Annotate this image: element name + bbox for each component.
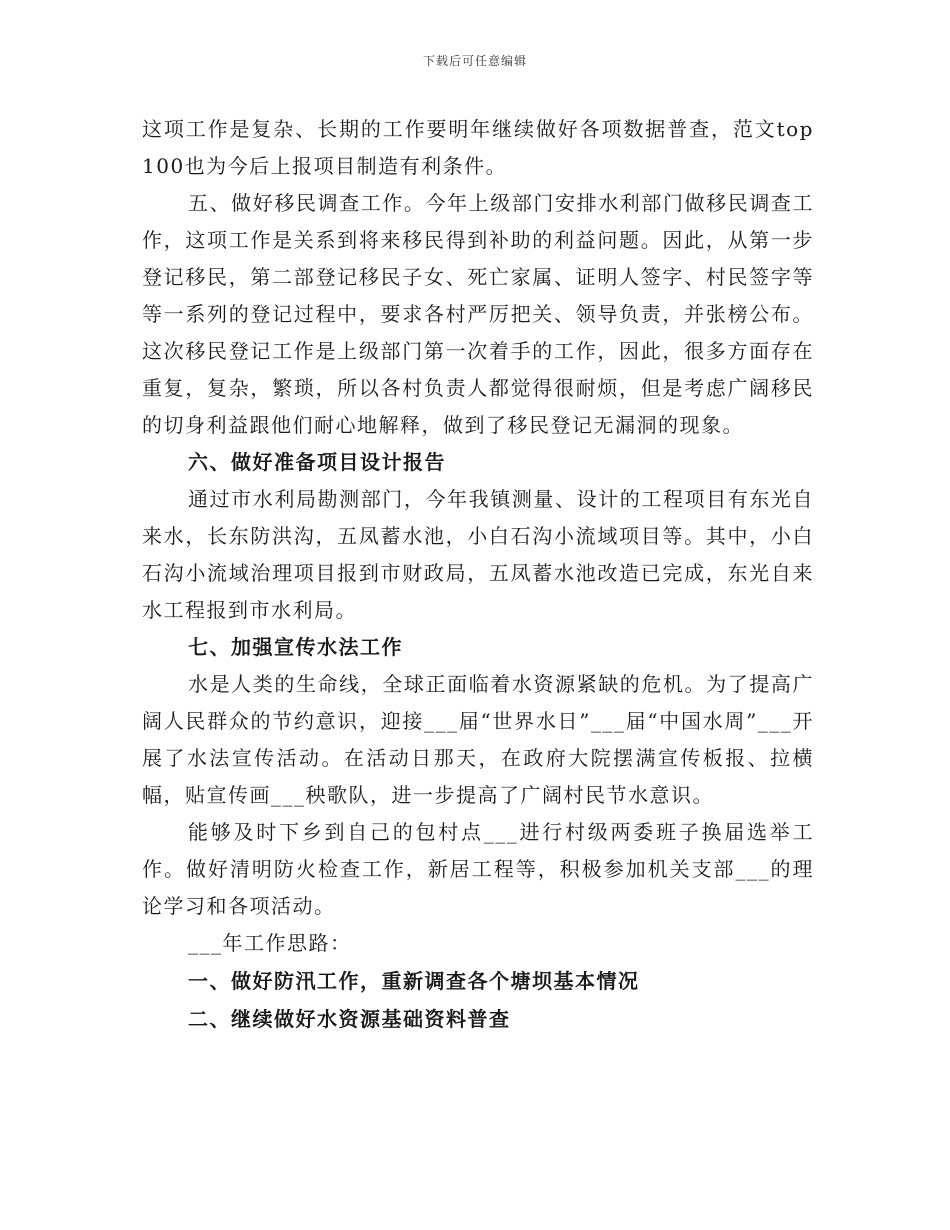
paragraph-water-law: 水是人类的生命线，全球正面临着水资源紧缺的危机。为了提高广阔人民群众的节约意识，迎接___届“世界水日”___届“中国水周”___开展了水法宣传活动。在活动日那天，在政府大院摆满宣传板报、拉横幅，贴宣传画___秧歌队，进一步提高了广阔村民节水意识。 xyxy=(142,672,814,807)
paragraph-continued: 这项工作是复杂、长期的工作要明年继续做好各项数据普查，范文top 100也为今后上报项目制造有利条件。 xyxy=(142,117,814,178)
paragraph-village-work: 能够及时下乡到自己的包村点___进行村级两委班子换届选举工作。做好清明防火检查工作，新居工程等，积极参加机关支部___的理论学习和各项活动。 xyxy=(142,820,814,918)
paragraph-work-plan-intro: ___年工作思路： xyxy=(188,931,352,955)
page-header: 下载后可任意编辑 xyxy=(422,54,527,68)
paragraph-project-design: 通过市水利局勘测部门，今年我镇测量、设计的工程项目有东光自来水，长东防洪沟，五凤蓄水池，小白石沟小流域项目等。其中，小白石沟小流域治理项目报到市财政局，五凤蓄水池改造已完成，东光自来水工程报到市水利局。 xyxy=(142,487,814,622)
section-heading-water-law: 七、加强宣传水法工作 xyxy=(188,635,403,659)
document-body xyxy=(142,111,814,1038)
plan-heading-water-survey: 二、继续做好水资源基础资料普查 xyxy=(188,1007,511,1031)
section-heading-project-design: 六、做好准备项目设计报告 xyxy=(188,450,446,474)
plan-heading-flood-control: 一、做好防汛工作，重新调查各个塘坝基本情况 xyxy=(188,969,640,993)
paragraph-immigrant-survey: 五、做好移民调查工作。今年上级部门安排水利部门做移民调查工作，这项工作是关系到将来移民得到补助的利益问题。因此，从第一步登记移民，第二部登记移民子女、死亡家属、证明人签字、村民签字等等一系列的登记过程中，要求各村严厉把关、领导负责，并张榜公布。这次移民登记工作是上级部门第一次着手的工作，因此，很多方面存在重复，复杂，繁琐，所以各村负责人都觉得很耐烦，但是考虑广阔移民的切身利益跟他们耐心地解释，做到了移民登记无漏洞的现象。 xyxy=(142,191,814,437)
